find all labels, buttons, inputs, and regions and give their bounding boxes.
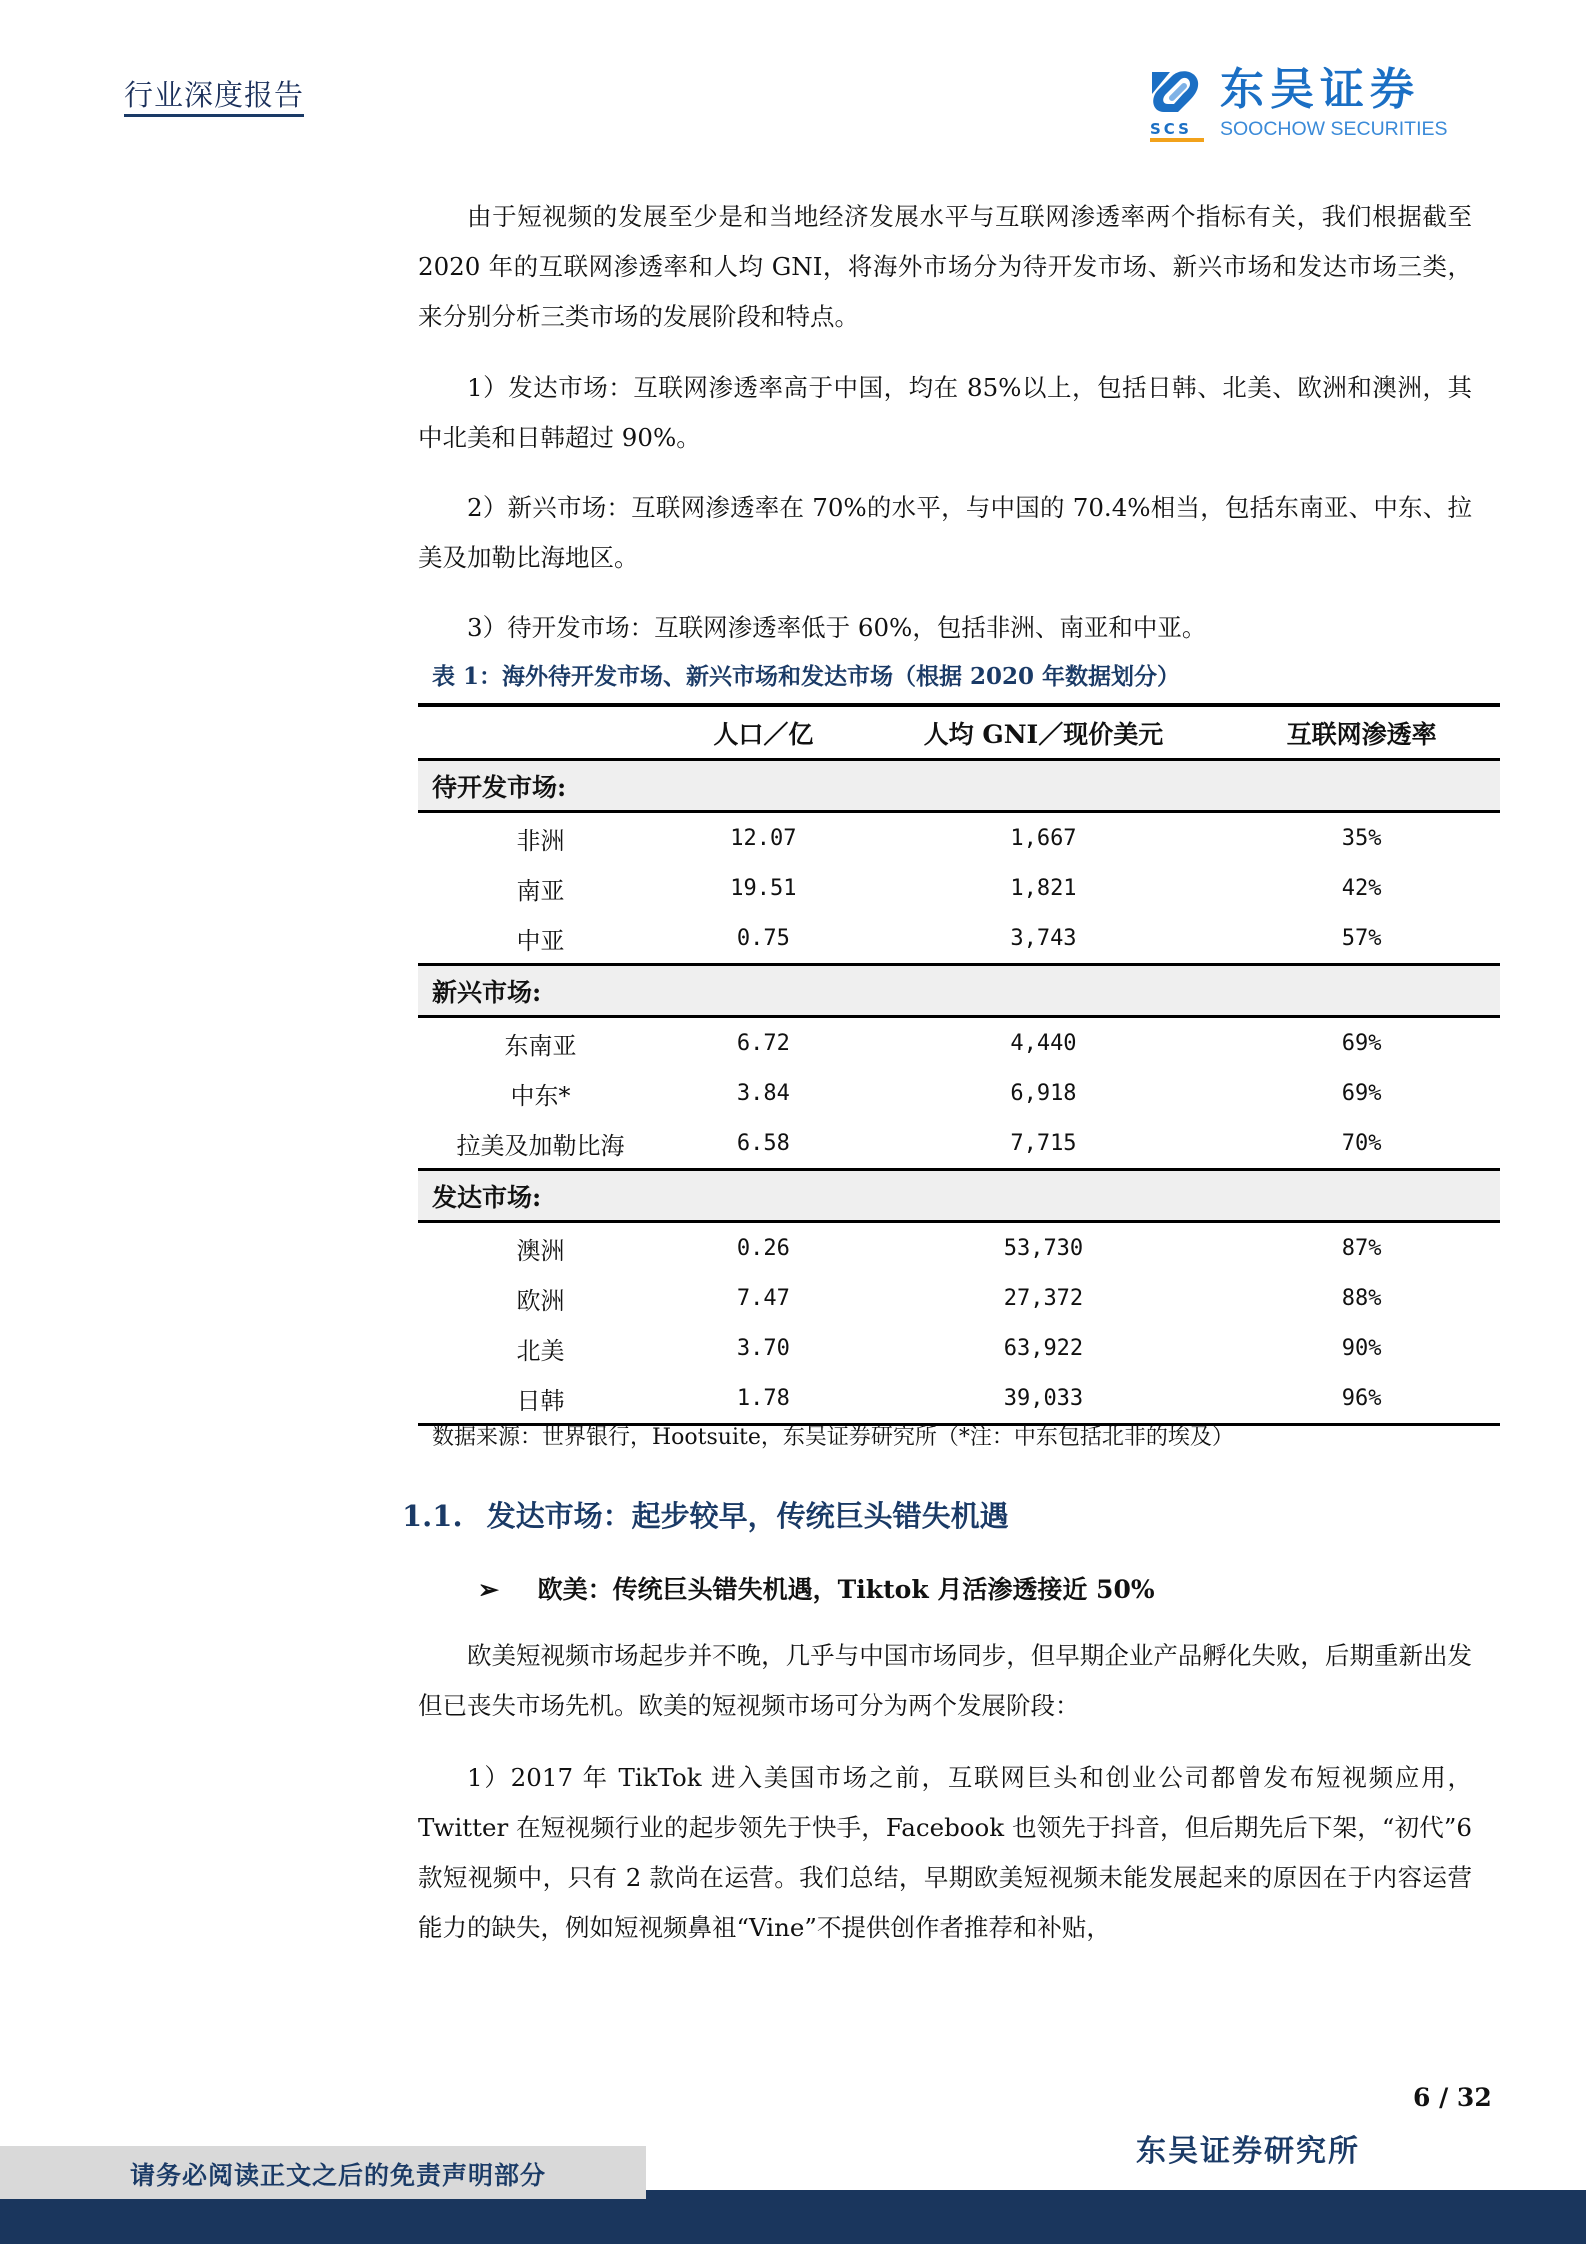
table-row xyxy=(418,1017,1500,1069)
cell-population: 1.78 xyxy=(663,1373,864,1425)
cell-internet: 42% xyxy=(1341,875,1382,901)
logo-en-name: SOOCHOW SECURITIES xyxy=(1220,118,1448,140)
arrow-bullet-icon: ➢ xyxy=(478,1575,499,1604)
table-header-internet: 互联网渗透率 xyxy=(1223,705,1500,760)
cell-population: 0.75 xyxy=(736,925,790,951)
cell-gni: 6,918 xyxy=(1010,1080,1077,1106)
europe-us-stage1-paragraph: 1）2017 年 TikTok 进入美国市场之前，互联网巨头和创业公司都曾发布短视频应用，Twitter 在短视频行业的起步领先于快手，Facebook 也领先于抖音，但后期先后下架，“初代”6 款短视频中，只有 2 款尚在运营。我们总结，早期欧美短视频未能发展起来的原因在于内容运营能力的缺失，例如短视频鼻祖“Vine”不提供创作者推荐和补贴， xyxy=(418,1763,1472,1942)
cell-gni: 4,440 xyxy=(1010,1030,1077,1056)
cell-population: 12.07 xyxy=(730,825,797,851)
table-row xyxy=(418,1273,1500,1323)
cell-region: 非洲 xyxy=(516,826,565,855)
footer-org-name: 东吴证券研究所 xyxy=(1136,2134,1360,2169)
table-header-region xyxy=(418,705,663,760)
cell-population: 19.51 xyxy=(730,875,797,901)
scs-logo-mark-icon xyxy=(1148,68,1204,116)
logo-cn-name: 东吴证券 xyxy=(1220,64,1420,115)
cell-gni: 3,743 xyxy=(1010,925,1077,951)
report-type-label: 行业深度报告 xyxy=(124,78,304,117)
group-label: 新兴市场: xyxy=(418,965,1500,1017)
market-table xyxy=(418,703,1500,1426)
section-number: 1.1. xyxy=(402,1499,463,1533)
table-header-gni: 人均 GNI／现价美元 xyxy=(864,705,1223,760)
table-row xyxy=(418,812,1500,864)
table-row xyxy=(418,1068,1500,1118)
table-row xyxy=(418,1118,1500,1170)
table-group-row xyxy=(418,965,1500,1017)
cell-internet: 90% xyxy=(1341,1335,1382,1361)
logo-accent-bar xyxy=(1150,138,1204,142)
cell-internet: 69% xyxy=(1341,1080,1382,1106)
cell-population: 3.70 xyxy=(736,1335,790,1361)
europe-us-intro-paragraph: 欧美短视频市场起步并不晚，几乎与中国市场同步，但早期企业产品孵化失败，后期重新出发但已丧失市场先机。欧美的短视频市场可分为两个发展阶段： xyxy=(418,1641,1472,1720)
table-header-population: 人口／亿 xyxy=(663,705,864,760)
table-group-row xyxy=(418,1170,1500,1222)
footer-disclaimer-box xyxy=(0,2146,646,2199)
footer-disclaimer-text: 请务必阅读正文之后的免责声明部分 xyxy=(130,2161,547,2190)
cell-population: 7.47 xyxy=(736,1285,790,1311)
cell-population: 6.72 xyxy=(736,1030,790,1056)
cell-population: 6.58 xyxy=(736,1130,790,1156)
cell-gni: 39,033 xyxy=(864,1373,1223,1425)
cell-population: 0.26 xyxy=(736,1235,790,1261)
bullet-heading-text: 欧美：传统巨头错失机遇，Tiktok 月活渗透接近 50% xyxy=(537,1575,1155,1604)
cell-gni: 27,372 xyxy=(1003,1285,1084,1311)
table-row xyxy=(418,1222,1500,1274)
cell-internet: 87% xyxy=(1341,1235,1382,1261)
table-row xyxy=(418,913,1500,965)
cell-region: 北美 xyxy=(516,1336,565,1365)
page-number: 6 / 32 xyxy=(1413,2083,1492,2112)
cell-region: 欧洲 xyxy=(516,1286,565,1315)
logo-abbr: SCS xyxy=(1150,120,1192,138)
cell-gni: 53,730 xyxy=(1003,1235,1084,1261)
cell-internet: 96% xyxy=(1223,1373,1500,1425)
table-header-row xyxy=(418,705,1500,760)
undeveloped-market-paragraph: 3）待开发市场：互联网渗透率低于 60%，包括非洲、南亚和中亚。 xyxy=(467,613,1207,642)
cell-internet: 57% xyxy=(1341,925,1382,951)
cell-internet: 35% xyxy=(1341,825,1382,851)
cell-gni: 7,715 xyxy=(1010,1130,1077,1156)
section-title: 发达市场：起步较早，传统巨头错失机遇 xyxy=(486,1499,1009,1533)
cell-internet: 88% xyxy=(1341,1285,1382,1311)
intro-paragraph: 由于短视频的发展至少是和当地经济发展水平与互联网渗透率两个指标有关，我们根据截至 2020 年的互联网渗透率和人均 GNI，将海外市场分为待开发市场、新兴市场和发达市场三类，来分别分析三类市场的发展阶段和特点。 xyxy=(418,202,1472,331)
table-row xyxy=(418,863,1500,913)
cell-region: 中东* xyxy=(510,1081,571,1110)
section-heading xyxy=(402,1494,1009,1535)
table-group-row xyxy=(418,760,1500,812)
cell-region: 澳洲 xyxy=(516,1236,565,1265)
cell-gni: 1,821 xyxy=(1010,875,1077,901)
bullet-heading xyxy=(478,1570,1155,1606)
cell-gni: 63,922 xyxy=(1003,1335,1084,1361)
group-label: 发达市场: xyxy=(418,1170,1500,1222)
cell-population: 3.84 xyxy=(736,1080,790,1106)
developed-market-paragraph: 1）发达市场：互联网渗透率高于中国，均在 85%以上，包括日韩、北美、欧洲和澳洲，其中北美和日韩超过 90%。 xyxy=(418,373,1472,452)
cell-internet: 69% xyxy=(1341,1030,1382,1056)
emerging-market-paragraph: 2）新兴市场：互联网渗透率在 70%的水平，与中国的 70.4%相当，包括东南亚、中东、拉美及加勒比海地区。 xyxy=(418,493,1472,572)
table-row xyxy=(418,1373,1500,1425)
cell-region: 日韩 xyxy=(418,1373,663,1425)
cell-region: 中亚 xyxy=(516,926,565,955)
table-row xyxy=(418,1323,1500,1373)
cell-region: 拉美及加勒比海 xyxy=(456,1131,625,1160)
table-source-note: 数据来源：世界银行，Hootsuite，东吴证券研究所（*注：中东包括北非的埃及） xyxy=(432,1425,1234,1450)
cell-internet: 70% xyxy=(1341,1130,1382,1156)
group-label: 待开发市场: xyxy=(418,760,1500,812)
cell-gni: 1,667 xyxy=(1010,825,1077,851)
table-caption: 表 1：海外待开发市场、新兴市场和发达市场（根据 2020 年数据划分） xyxy=(432,663,1181,690)
soochow-logo xyxy=(1148,64,1468,144)
cell-region: 南亚 xyxy=(516,876,565,905)
cell-region: 东南亚 xyxy=(504,1031,577,1060)
